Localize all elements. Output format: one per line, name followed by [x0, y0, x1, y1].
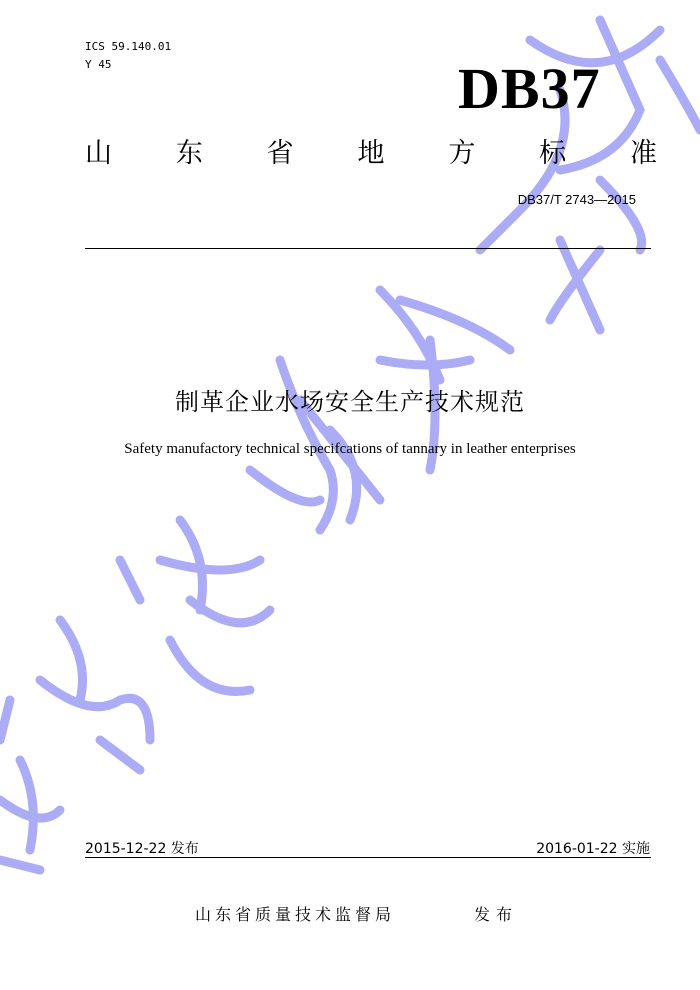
document-title-cn: 制革企业水场安全生产技术规范: [175, 388, 525, 416]
standard-type-char: 地: [357, 138, 385, 169]
classification-codes: [85, 38, 171, 74]
ics-code: ICS 59.140.01: [85, 40, 172, 53]
standard-type-char: 标: [539, 138, 567, 169]
issue-label: 发布: [474, 905, 519, 924]
standard-type-char: 方: [448, 138, 476, 169]
standard-type-char: 省: [266, 138, 294, 169]
publish-date: 2015-12-22 发布: [85, 841, 199, 857]
issuing-authority: 山东省质量技术监督局: [195, 905, 396, 924]
bottom-divider: [85, 857, 651, 858]
standard-type-char: 准: [629, 138, 657, 169]
standard-number: DB37/T 2743—2015: [517, 192, 636, 207]
standard-type-char: 山: [85, 138, 112, 169]
standard-logo: DB37: [458, 56, 601, 121]
top-divider: [85, 248, 651, 249]
implement-date: 2016-01-22 实施: [536, 841, 650, 857]
standard-type-heading: [85, 138, 657, 170]
document-title-en: Safety manufactory technical specifcations of tannary in leather enterprises: [124, 441, 576, 457]
standard-type-char: 东: [175, 138, 203, 169]
category-code: Y 45: [85, 58, 112, 71]
